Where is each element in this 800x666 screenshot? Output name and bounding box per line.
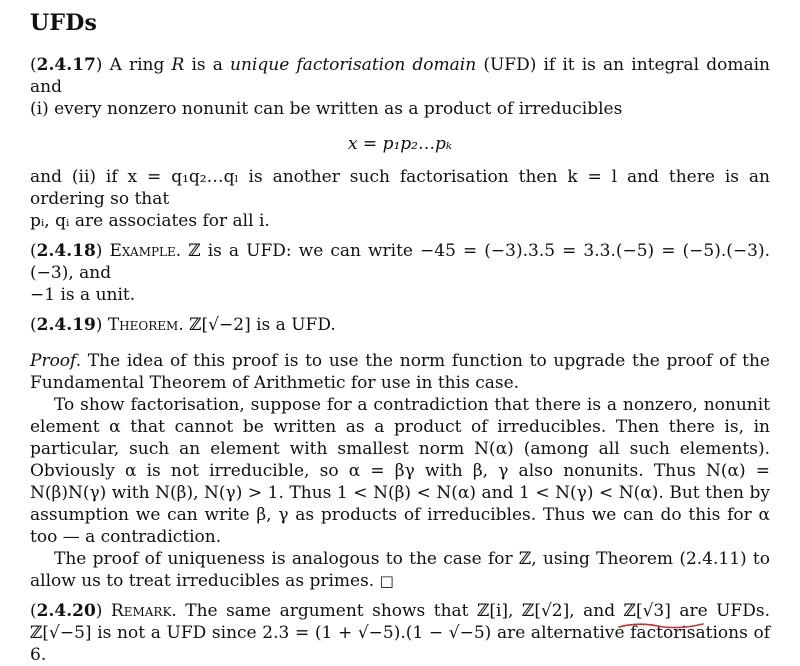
red-squiggle-underline <box>618 621 704 631</box>
example-2-4-18: (2.4.18) Example. ℤ is a UFD: we can write −45 = (−3).3.5 = 3.3.(−5) = (−5).(−3).(−3), and −1 is a unit. <box>30 241 770 305</box>
definition-continuation: and (ii) if x = q₁q₂…qₗ is another such factorisation then k = l and there is an ordering so that pᵢ, qᵢ are associates for all i. <box>30 167 770 231</box>
example-label: Example. <box>109 241 182 261</box>
document-page <box>30 10 770 666</box>
theorem-2-4-19: (2.4.19) Theorem. ℤ[√−2] is a UFD. <box>30 315 336 335</box>
defined-term: unique factorisation domain <box>230 55 477 75</box>
qed-box-icon: □ <box>379 572 394 590</box>
remark-label: Remark. <box>110 601 177 621</box>
theorem-label: Theorem. <box>107 315 184 335</box>
proof-label: Proof. <box>30 351 82 371</box>
display-equation: x = p₁p₂…pₖ <box>347 134 453 154</box>
underlined-ring: ℤ[√3] <box>624 600 671 622</box>
section-title: UFDs <box>30 10 98 36</box>
proof-paragraph-2: To show factorisation, suppose for a contradiction that there is a nonzero, nonunit element α that cannot be written as a product of irreducibles. Then there is, in particular, such an element with smallest norm N(α) (among all such elements). Obviously α is not irreducible, so α = βγ with β, γ also nonunits. Thus N(α) = N(β)N(γ) with N(β), N(γ) > 1. Thus 1 < N(β) < N(α) and 1 < N(γ) < N(α). But then by assumption we can write β, γ as products of irreducibles. Thus we can do this for α too — a contradiction. <box>30 395 770 547</box>
proof-paragraph-3: The proof of uniqueness is analogous to the case for ℤ, using Theorem (2.4.11) to allow us to treat irreducibles as primes. □ <box>30 549 770 591</box>
proof-paragraph-1: Proof. The idea of this proof is to use the norm function to upgrade the proof of the Fundamental Theorem of Arithmetic for use in this case. <box>30 351 770 393</box>
definition-number: 2.4.17 <box>36 55 96 75</box>
remark-2-4-20: (2.4.20) Remark. The same argument shows that ℤ[i], ℤ[√2], and ℤ[√3] are UFDs. ℤ[√−5] is not a UFD since 2.3 = (1 + √−5).(1 − √−5) are alternative factorisations of 6. <box>30 601 770 665</box>
definition-2-4-17: (2.4.17) A ring R is a unique factorisation domain (UFD) if it is an integral domain and (i) every nonzero nonunit can be written as a product of irreducibles <box>30 55 771 119</box>
